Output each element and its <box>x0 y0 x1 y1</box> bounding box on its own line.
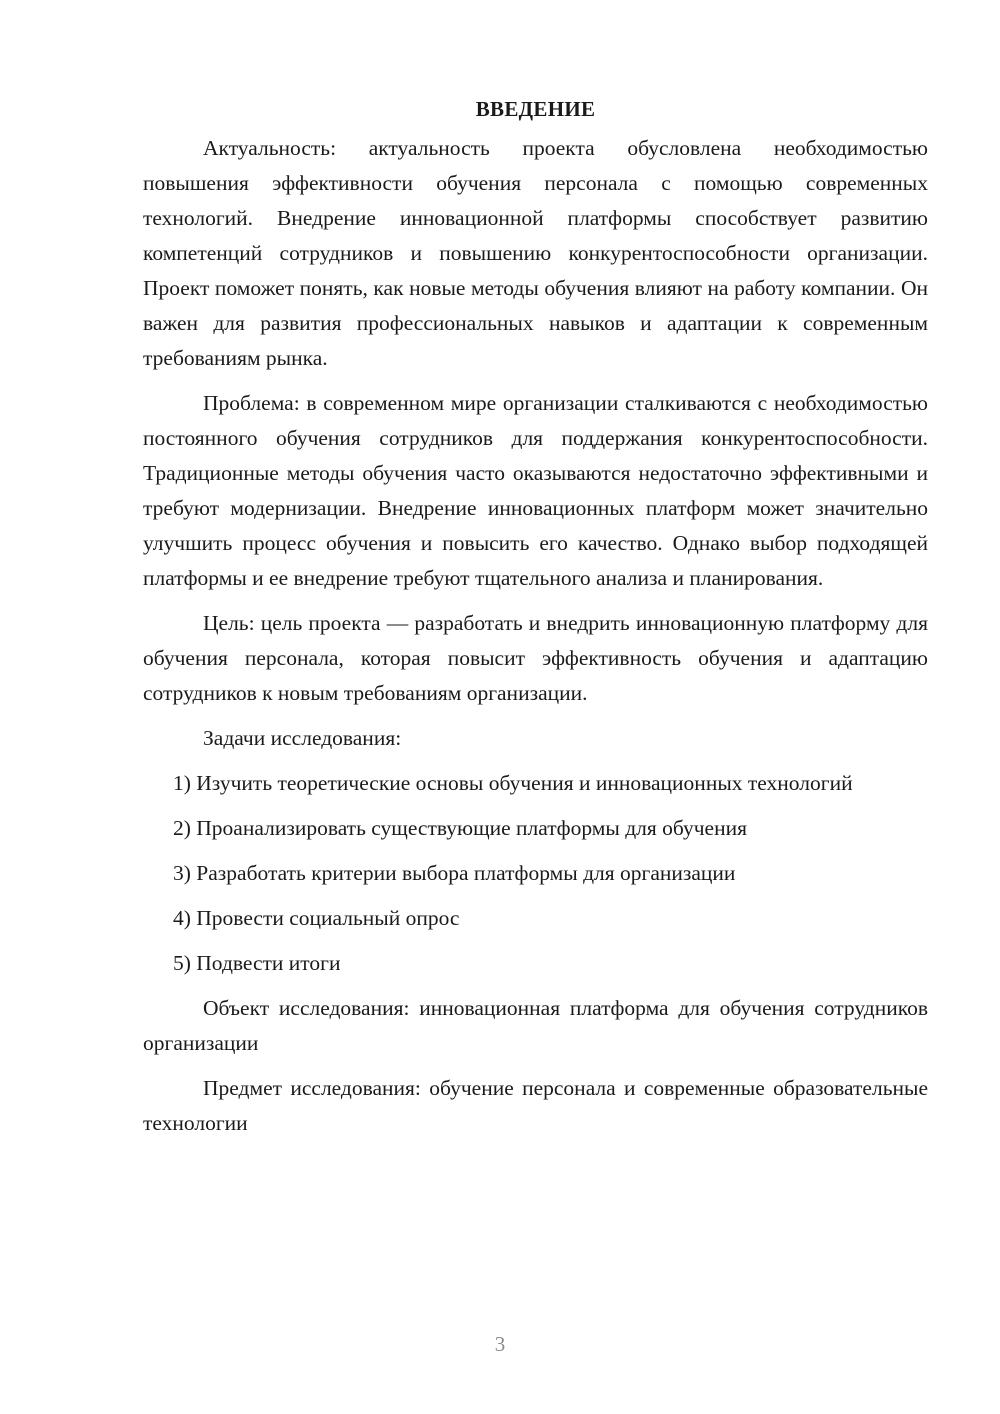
page-number: 3 <box>494 1332 506 1356</box>
paragraph-goal: Цель: цель проекта — разработать и внедрить инновационную платформу для обучения персонала, которая повысит эффективность обучения и адаптацию сотрудников к новым требованиям организации. <box>143 611 928 705</box>
tasks-list <box>143 766 928 981</box>
paragraph-subject: Предмет исследования: обучение персонала и современные образовательные технологии <box>143 1076 928 1135</box>
tasks-title: Задачи исследования: <box>203 726 402 750</box>
list-item: 4) Провести социальный опрос <box>173 906 460 930</box>
section-heading: ВВЕДЕНИЕ <box>475 97 596 121</box>
list-item: 3) Разработать критерии выбора платформы для организации <box>173 861 736 885</box>
paragraph-relevance: Актуальность: актуальность проекта обусловлена необходимостью повышения эффективности обучения персонала с помощью современных технологий. Внедрение инновационной платформы способствует развитию компетенций сотрудников и повышению конкурентоспособности организации. Проект поможет понять, как новые методы обучения влияют на работу компании. Он важен для развития профессиональных навыков и адаптации к современным требованиям рынка. <box>143 136 928 370</box>
paragraph-problem: Проблема: в современном мире организации сталкиваются с необходимостью постоянного обучения сотрудников для поддержания конкурентоспособности. Традиционные методы обучения часто оказываются недостаточно эффективными и требуют модернизации. Внедрение инновационных платформ может значительно улучшить процесс обучения и повысить его качество. Однако выбор подходящей платформы и ее внедрение требуют тщательного анализа и планирования. <box>143 391 928 590</box>
document-page <box>143 92 928 1151</box>
list-item: 5) Подвести итоги <box>173 951 341 975</box>
list-item: 1) Изучить теоретические основы обучения и инновационных технологий <box>173 771 853 795</box>
paragraph-object: Объект исследования: инновационная платформа для обучения сотрудников организации <box>143 996 928 1055</box>
list-item: 2) Проанализировать существующие платформы для обучения <box>173 816 748 840</box>
